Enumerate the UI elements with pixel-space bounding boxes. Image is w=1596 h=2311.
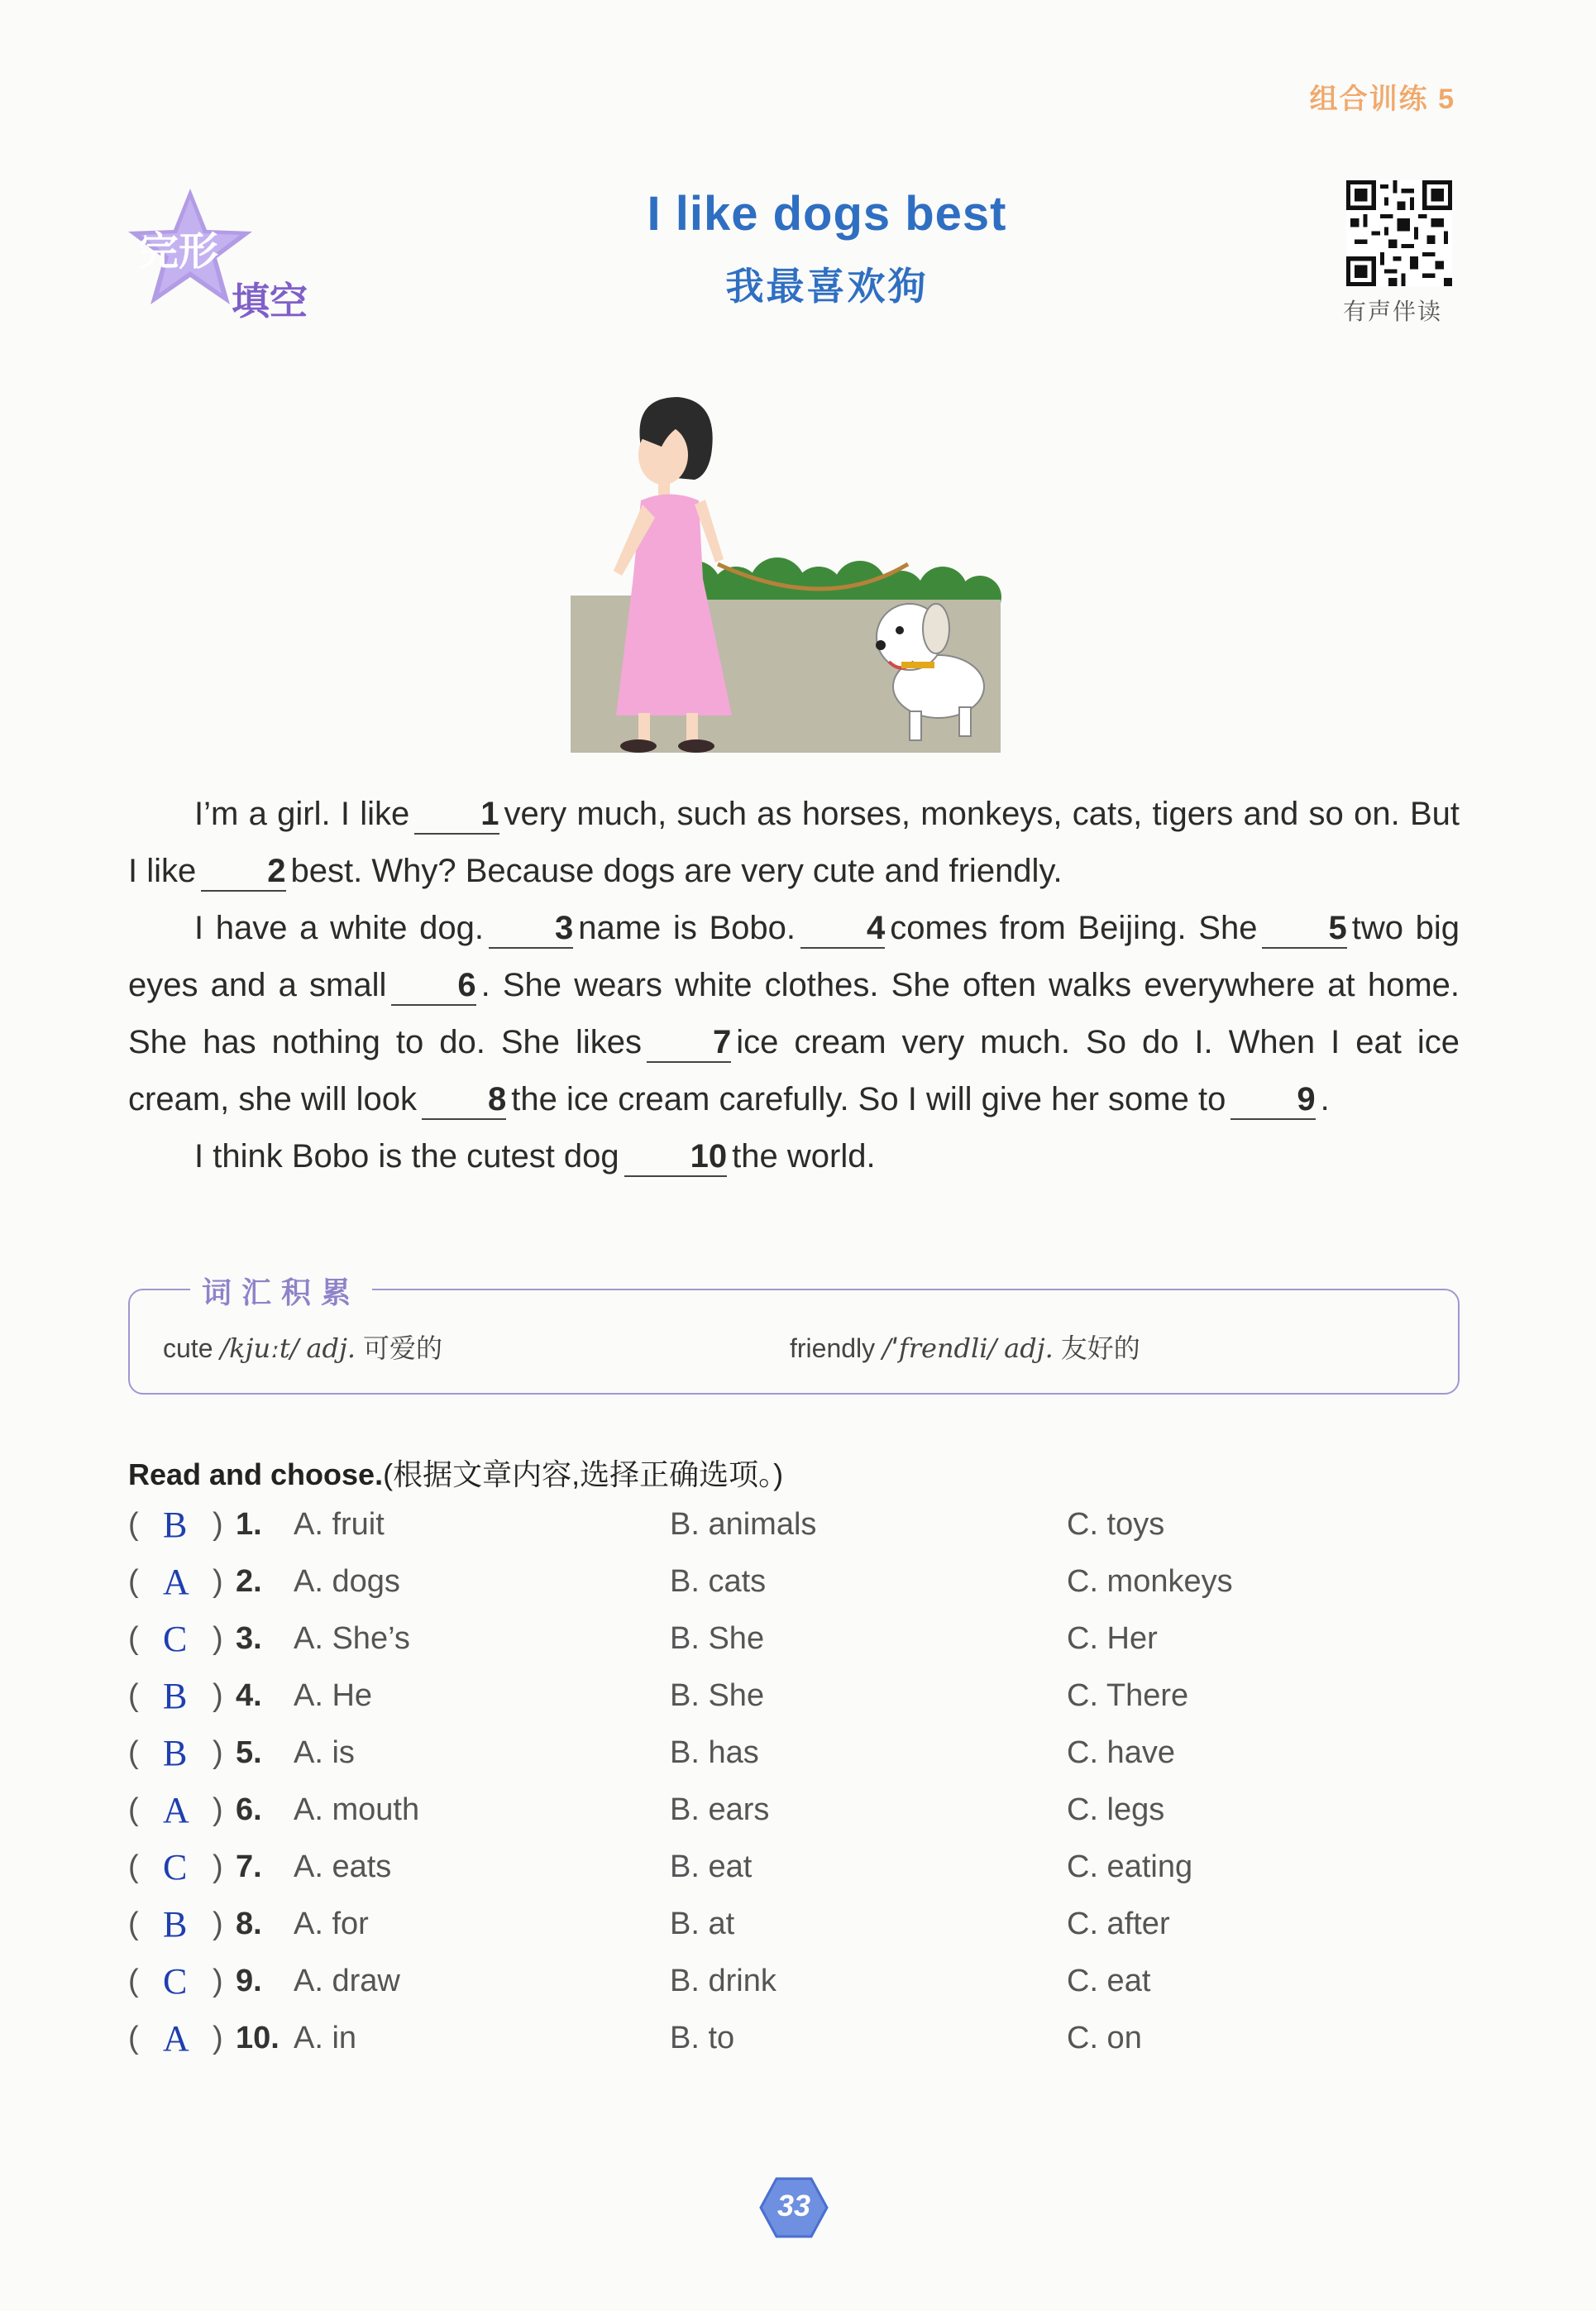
question-row [128,1849,1493,1907]
question-number: 5. [236,1735,262,1770]
option-c: C. toys [1067,1507,1165,1542]
blank-5: 5 [1262,909,1346,949]
unit-label: 组合训练 5 [1309,84,1455,115]
option-b: B. has [670,1735,759,1770]
left-paren: ( [128,1564,139,1599]
option-b: B. She [670,1678,765,1713]
question-row [128,1564,1493,1621]
option-b: B. at [670,1907,735,1941]
answer-letter: A [163,1562,189,1602]
qr-code-icon[interactable] [1346,180,1452,286]
left-paren: ( [128,1792,139,1827]
right-paren: ) [213,1792,223,1827]
option-b: B. drink [670,1964,776,1998]
paragraph-3: I think Bobo is the cutest dog 10 the world. [128,1128,1460,1185]
option-b: B. eat [670,1849,753,1884]
question-row [128,1678,1493,1735]
question-number: 2. [236,1564,262,1599]
answer-letter: B [163,1904,188,1945]
question-number: 7. [236,1849,262,1884]
title-chinese: 我最喜欢狗 [725,265,929,308]
blank-9: 9 [1230,1080,1315,1120]
option-a: A. fruit [294,1507,385,1542]
question-row [128,1621,1493,1678]
answer-letter: B [163,1676,188,1716]
vocab-item-cute: cute /kjuːt/ adj. 可爱的 [163,1333,442,1364]
right-paren: ) [213,2021,223,2055]
left-paren: ( [128,1621,139,1656]
blank-4: 4 [800,909,885,949]
left-paren: ( [128,1507,139,1542]
blank-8: 8 [422,1080,506,1120]
option-b: B. She [670,1621,765,1656]
paragraph-2: I have a white dog. 3 name is Bobo. 4 comes from Beijing. She 5 two big eyes and a small 6 . She wears white clothes. She often walks everywhere at home. She has nothing to do. She likes 7 ice cream very much. So do I. When I eat ice cream, she will look 8 the ice cream carefully. So I will give her some to 9 . [128,900,1460,1128]
question-row [128,1961,1493,2021]
right-paren: ) [213,1907,223,1941]
question-row [128,1904,1493,1964]
option-a: A. dogs [294,1564,400,1599]
option-a: A. draw [294,1964,400,1998]
answer-letter: C [163,1619,188,1659]
right-paren: ) [213,1564,223,1599]
left-paren: ( [128,2021,139,2055]
option-c: C. Her [1067,1621,1158,1656]
option-a: A. for [294,1907,369,1941]
option-c: C. There [1067,1678,1189,1713]
question-number: 10. [236,2021,280,2055]
right-paren: ) [213,1678,223,1713]
question-number: 4. [236,1678,262,1713]
answer-letter: B [163,1733,188,1773]
left-paren: ( [128,1735,139,1770]
right-paren: ) [213,1621,223,1656]
blank-1: 1 [414,795,499,835]
option-c: C. eat [1067,1964,1151,1998]
right-paren: ) [213,1735,223,1770]
question-row [128,1735,1493,1792]
blank-6: 6 [391,966,475,1006]
right-paren: ) [213,1507,223,1542]
option-a: A. in [294,2021,357,2055]
exercise-instruction: Read and choose.(根据文章内容,选择正确选项。) [128,1457,784,1491]
option-b: B. animals [670,1507,817,1542]
question-row [128,1507,1493,1564]
qr-label: 有声伴读 [1343,299,1443,324]
option-c: C. on [1067,2021,1142,2055]
question-row [128,1792,1493,1849]
option-c: C. eating [1067,1849,1193,1884]
option-c: C. monkeys [1067,1564,1233,1599]
left-paren: ( [128,1678,139,1713]
blank-3: 3 [489,909,573,949]
vocab-item-friendly: friendly /ˈfrendli/ adj. 友好的 [790,1333,1140,1364]
badge-line2: 填空 [232,279,308,323]
option-a: A. is [294,1735,355,1770]
option-c: C. legs [1067,1792,1165,1827]
right-paren: ) [213,1849,223,1884]
option-c: C. after [1067,1907,1170,1941]
option-a: A. mouth [294,1792,420,1827]
answer-letter: A [163,2018,189,2059]
question-number: 3. [236,1621,262,1656]
badge-line1: 完形 [139,228,219,275]
girl-walking-dog-illustration [562,389,1009,761]
answer-letter: C [163,1847,188,1888]
option-a: A. eats [294,1849,392,1884]
option-a: A. He [294,1678,373,1713]
question-number: 8. [236,1907,262,1941]
left-paren: ( [128,1849,139,1884]
option-c: C. have [1067,1735,1175,1770]
paragraph-1: I’m a girl. I like 1 very much, such as horses, monkeys, cats, tigers and so on. But I like 2 best. Why? Because dogs are very cute and friendly. [128,786,1460,900]
option-b: B. cats [670,1564,767,1599]
passage [128,786,1460,1185]
question-row [128,2018,1493,2078]
left-paren: ( [128,1907,139,1941]
question-number: 6. [236,1792,262,1827]
option-b: B. to [670,2021,735,2055]
answer-letter: A [163,1790,189,1830]
blank-10: 10 [624,1137,728,1177]
page-number: 33 [776,2189,811,2222]
blank-7: 7 [647,1023,731,1063]
question-number: 9. [236,1964,262,1998]
left-paren: ( [128,1964,139,1998]
option-b: B. ears [670,1792,770,1827]
option-a: A. She’s [294,1621,410,1656]
question-number: 1. [236,1507,262,1542]
page-number-badge [759,2177,829,2238]
title-english: I like dogs best [647,187,1007,241]
answer-letter: B [163,1505,188,1545]
right-paren: ) [213,1964,223,1998]
answer-letter: C [163,1961,188,2002]
vocab-title: 词汇积累 [190,1270,372,1312]
blank-2: 2 [201,852,285,892]
